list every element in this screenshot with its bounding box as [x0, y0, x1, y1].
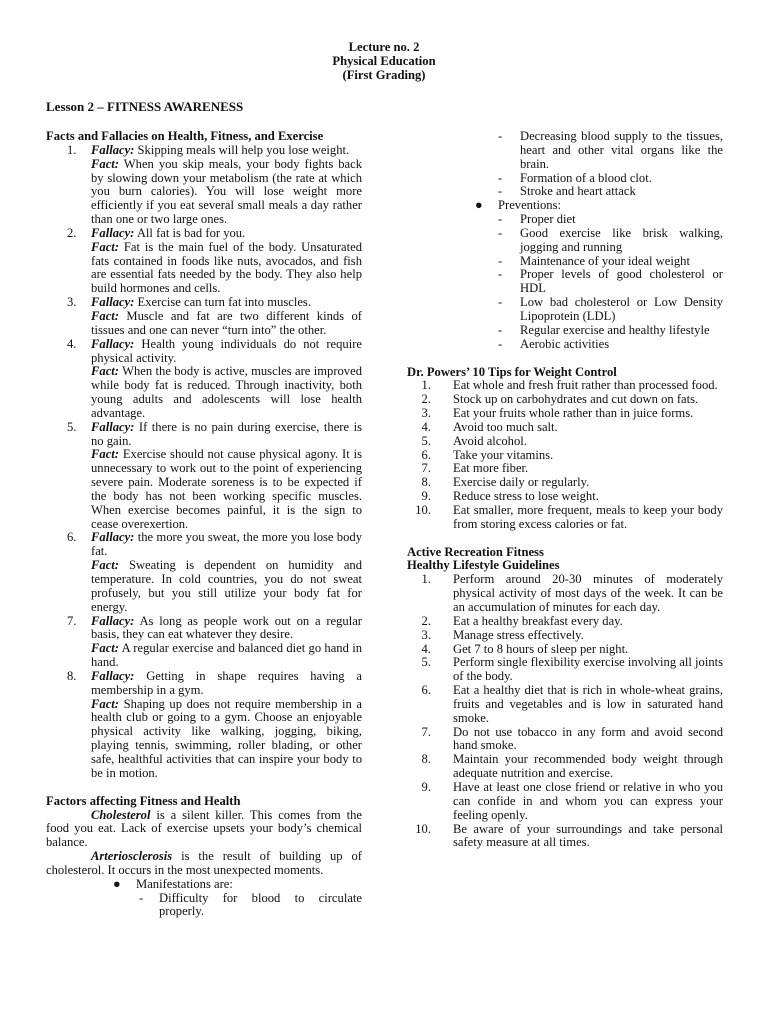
fallacy-label: Fallacy: [91, 336, 135, 351]
fact-line [91, 310, 362, 338]
fact-line [91, 698, 362, 781]
fallacy-label: Fallacy: [91, 419, 135, 434]
guideline-item-text: Eat a healthy breakfast every day. [453, 613, 623, 628]
tip-item-text: Avoid too much salt. [453, 419, 558, 434]
fallacy-text: As long as people work out on a regular basis, they can eat whatever they desire. [91, 613, 362, 642]
lesson-title: Lesson 2 – FITNESS AWARENESS [46, 99, 244, 114]
recreation-heading: Active Recreation Fitness [407, 544, 544, 559]
prevention-text: Good exercise like brisk walking, jogging and running [520, 225, 723, 254]
manifestation-text: Decreasing blood supply to the tissues, heart and other vital organs like the brain. [520, 129, 723, 171]
guideline-item [407, 573, 723, 615]
item-number: 6. [421, 447, 431, 462]
item-number: 5. [421, 655, 431, 670]
fallacy-item [46, 144, 362, 227]
manifestations-continued [407, 130, 723, 199]
guideline-item-text: Do not use tobacco in any form and avoid second hand smoke. [453, 724, 723, 753]
tip-item [407, 421, 723, 435]
prevention-text: Proper diet [520, 212, 576, 227]
tip-item [407, 476, 723, 490]
guideline-item-text: Maintain your recommended body weight through adequate nutrition and exercise. [453, 752, 723, 781]
item-number: 5. [67, 419, 77, 434]
manifestation-item [407, 185, 723, 199]
fact-text: When the body is active, muscles are improved while body fat is reduced. Through inactivity, both young adults and adolescents will lose health advantage. [91, 364, 362, 420]
tip-item-text: Reduce stress to lose weight. [453, 489, 599, 504]
guidelines-heading: Healthy Lifestyle Guidelines [407, 558, 560, 573]
fact-label: Fact: [91, 447, 119, 462]
guidelines-list [407, 573, 723, 850]
dash-icon: - [498, 253, 503, 268]
guideline-item [407, 684, 723, 726]
tips-heading: Dr. Powers’ 10 Tips for Weight Control [407, 364, 617, 379]
fallacy-label: Fallacy: [91, 225, 135, 240]
fact-label: Fact: [91, 696, 119, 711]
item-number: 9. [421, 489, 431, 504]
guideline-item-text: Manage stress effectively. [453, 627, 584, 642]
item-number: 10. [415, 821, 431, 836]
fallacy-text: Getting in shape requires having a membership in a gym. [91, 668, 362, 697]
guideline-item-text: Have at least one close friend or relative in who you can confide in and whom you can express your feeling openly. [453, 779, 723, 822]
fact-label: Fact: [91, 364, 119, 379]
item-number: 7. [421, 724, 431, 739]
prevention-text: Proper levels of good cholesterol or HDL [520, 267, 723, 296]
cholesterol-term: Cholesterol [91, 807, 151, 822]
cholesterol-paragraph [46, 809, 362, 851]
dash-icon: - [498, 322, 503, 337]
fallacy-item [46, 296, 362, 338]
course-title: Physical Education [332, 54, 436, 68]
item-number: 1. [421, 378, 431, 393]
dash-icon: - [498, 295, 503, 310]
fallacy-item [46, 531, 362, 614]
preventions-bullet [407, 199, 723, 213]
fact-label: Fact: [91, 239, 119, 254]
prevention-item [407, 324, 723, 338]
right-column [407, 130, 723, 850]
factors-heading: Factors affecting Fitness and Health [46, 793, 241, 808]
fallacy-text: Health young individuals do not require physical activity. [91, 336, 362, 365]
tip-item [407, 407, 723, 421]
prevention-item [407, 213, 723, 227]
item-number: 6. [421, 683, 431, 698]
fallacy-line [91, 227, 362, 241]
dash-icon: - [498, 184, 503, 199]
tip-item-text: Exercise daily or regularly. [453, 475, 590, 490]
tip-item-text: Eat your fruits whole rather than in juice forms. [453, 406, 694, 421]
guideline-item-text: Perform around 20-30 minutes of moderately physical activity of most days of the week. It can be an accumulation of minutes for each day. [453, 572, 723, 614]
fallacy-label: Fallacy: [91, 613, 135, 628]
prevention-text: Low bad cholesterol or Low Density Lipoprotein (LDL) [520, 295, 723, 323]
fact-label: Fact: [91, 308, 119, 323]
item-number: 9. [421, 779, 431, 794]
tip-item [407, 449, 723, 463]
fact-line [91, 642, 362, 670]
fallacy-line [91, 531, 362, 559]
tip-item-text: Eat whole and fresh fruit rather than processed food. [453, 378, 718, 393]
tip-item [407, 490, 723, 504]
tips-list [407, 379, 723, 531]
fact-line [91, 448, 362, 531]
fact-text: Sweating is dependent on humidity and temperature. In cold countries, you do not sweat profusely, but you still utilize your body fat for energy. [91, 558, 362, 614]
fallacy-text: Skipping meals will help you lose weight. [134, 142, 350, 157]
item-number: 4. [421, 419, 431, 434]
fact-line [91, 365, 362, 420]
fallacy-text: the more you sweat, the more you lose body fat. [91, 530, 362, 559]
fallacy-item [46, 421, 362, 532]
item-number: 2. [421, 392, 431, 407]
dash-icon: - [498, 170, 503, 185]
item-number: 1. [67, 142, 77, 157]
guideline-item-text: Eat a healthy diet that is rich in whole-wheat grains, fruits and vegetables and is low in saturated hand smoke. [453, 683, 723, 725]
fallacy-text: Exercise can turn fat into muscles. [134, 295, 311, 310]
fallacy-list [46, 144, 362, 781]
fact-label: Fact: [91, 558, 119, 573]
fallacy-item [46, 670, 362, 781]
fact-label: Fact: [91, 156, 119, 171]
bullet-icon: ● [113, 876, 121, 891]
guideline-item [407, 629, 723, 643]
fact-text: Shaping up does not require membership in a health club or going to a gym. Choose an enjoyable physical activity like walking, jogging, biking, playing tennis, swimming, roller blading, or other safe, healthful activities that can inspire your body to be in motion. [91, 696, 362, 780]
guideline-item [407, 643, 723, 657]
fallacy-line [91, 670, 362, 698]
item-number: 3. [67, 295, 77, 310]
fallacy-line [91, 615, 362, 643]
prevention-item [407, 296, 723, 324]
item-number: 8. [67, 668, 77, 683]
fallacy-item [46, 615, 362, 670]
fact-line [91, 559, 362, 614]
tip-item [407, 504, 723, 532]
item-number: 3. [421, 627, 431, 642]
tip-item [407, 462, 723, 476]
dash-icon: - [498, 225, 503, 240]
guideline-item [407, 726, 723, 754]
dash-icon: - [498, 129, 503, 143]
prevention-text: Regular exercise and healthy lifestyle [520, 322, 710, 337]
arteriosclerosis-term: Arteriosclerosis [91, 849, 173, 864]
item-number: 5. [421, 433, 431, 448]
fact-text: Fat is the main fuel of the body. Unsaturated fats contained in foods like nuts, avocados, and fish are essential fats needed by the body. They also help build hormones and cells. [91, 239, 362, 296]
manifestations-bullet [46, 878, 362, 892]
fact-text: Muscle and fat are two different kinds of tissues and one can never “turn into” the other. [91, 308, 362, 337]
manifestation-text: Formation of a blood clot. [520, 170, 652, 185]
item-number: 7. [67, 613, 77, 628]
fallacy-label: Fallacy: [91, 295, 135, 310]
guideline-item [407, 753, 723, 781]
dash-icon: - [498, 267, 503, 282]
dash-icon: - [498, 212, 503, 227]
fallacy-item [46, 338, 362, 421]
cholesterol-text: is a silent killer. This comes from the food you eat. Lack of exercise upsets your body’s chemical balance. [46, 807, 362, 850]
arteriosclerosis-text: is the result of building up of cholesterol. It occurs in the most unexpected moments. [46, 849, 362, 877]
fact-text: When you skip meals, your body fights back by slowing down your metabolism (the rate at which you burn calories). You will lose weight more efficiently if you eat several small meals a day rather than one or two large ones. [91, 156, 362, 227]
guideline-item-text: Get 7 to 8 hours of sleep per night. [453, 641, 629, 656]
guideline-item [407, 781, 723, 823]
item-number: 2. [421, 613, 431, 628]
prevention-item [407, 268, 723, 296]
prevention-text: Aerobic activities [520, 336, 610, 351]
item-number: 8. [421, 752, 431, 767]
tip-item-text: Eat more fiber. [453, 461, 529, 476]
bullet-icon: ● [475, 198, 483, 213]
fallacy-label: Fallacy: [91, 142, 135, 157]
prevention-list [407, 213, 723, 351]
item-number: 4. [421, 641, 431, 656]
fallacy-line [91, 338, 362, 366]
arteriosclerosis-paragraph [46, 850, 362, 878]
facts-heading: Facts and Fallacies on Health, Fitness, and Exercise [46, 129, 324, 143]
prevention-item [407, 338, 723, 352]
prevention-text: Maintenance of your ideal weight [520, 253, 690, 268]
manifestation-item [407, 130, 723, 172]
fallacy-text: All fat is bad for you. [134, 225, 246, 240]
manifestation-item [46, 892, 362, 920]
tip-item-text: Stock up on carbohydrates and cut down on fats. [453, 392, 699, 407]
manifestation-item [407, 172, 723, 186]
fact-line [91, 158, 362, 227]
fact-line [91, 241, 362, 296]
fallacy-label: Fallacy: [91, 530, 135, 545]
fact-text: Exercise should not cause physical agony. It is unnecessary to work out to the point of experiencing severe pain. Moderate soreness is to be expected if the body has not been working specific muscles. When exercise becomes painful, it is the sign to cease overexertion. [91, 447, 362, 531]
fallacy-item [46, 227, 362, 296]
manifestations-label: Manifestations are: [136, 876, 233, 891]
item-number: 7. [421, 461, 431, 476]
fact-text: A regular exercise and balanced diet go hand in hand. [91, 641, 362, 670]
tip-item-text: Avoid alcohol. [453, 433, 527, 448]
lecture-header [0, 40, 768, 82]
guideline-item [407, 656, 723, 684]
dash-icon: - [139, 890, 144, 905]
dash-icon: - [498, 336, 503, 351]
prevention-item [407, 255, 723, 269]
fallacy-line [91, 144, 362, 158]
item-number: 1. [421, 572, 431, 587]
tip-item-text: Eat smaller, more frequent, meals to keep your body from storing excess calories or fat. [453, 502, 723, 531]
item-number: 10. [415, 502, 431, 517]
fallacy-label: Fallacy: [91, 668, 135, 683]
tip-item [407, 379, 723, 393]
tip-item [407, 435, 723, 449]
fact-label: Fact: [91, 641, 119, 656]
guideline-item [407, 615, 723, 629]
guideline-item [407, 823, 723, 851]
item-number: 6. [67, 530, 77, 545]
guideline-item-text: Perform single flexibility exercise involving all joints of the body. [453, 655, 724, 684]
item-number: 8. [421, 475, 431, 490]
left-column [46, 130, 362, 919]
fallacy-line [91, 421, 362, 449]
fallacy-text: If there is no pain during exercise, there is no gain. [91, 419, 362, 448]
fallacy-line [91, 296, 362, 310]
lecture-number: Lecture no. 2 [348, 40, 420, 54]
item-number: 3. [421, 406, 431, 421]
tip-item-text: Take your vitamins. [453, 447, 554, 462]
item-number: 4. [67, 336, 77, 351]
grading-period: (First Grading) [342, 68, 426, 82]
preventions-label: Preventions: [498, 198, 561, 213]
manifestation-text: Difficulty for blood to circulate properly. [159, 890, 362, 919]
manifestation-text: Stroke and heart attack [520, 184, 636, 199]
guideline-item-text: Be aware of your surroundings and take personal safety measure at all times. [453, 821, 723, 850]
item-number: 2. [67, 225, 77, 240]
prevention-item [407, 227, 723, 255]
tip-item [407, 393, 723, 407]
